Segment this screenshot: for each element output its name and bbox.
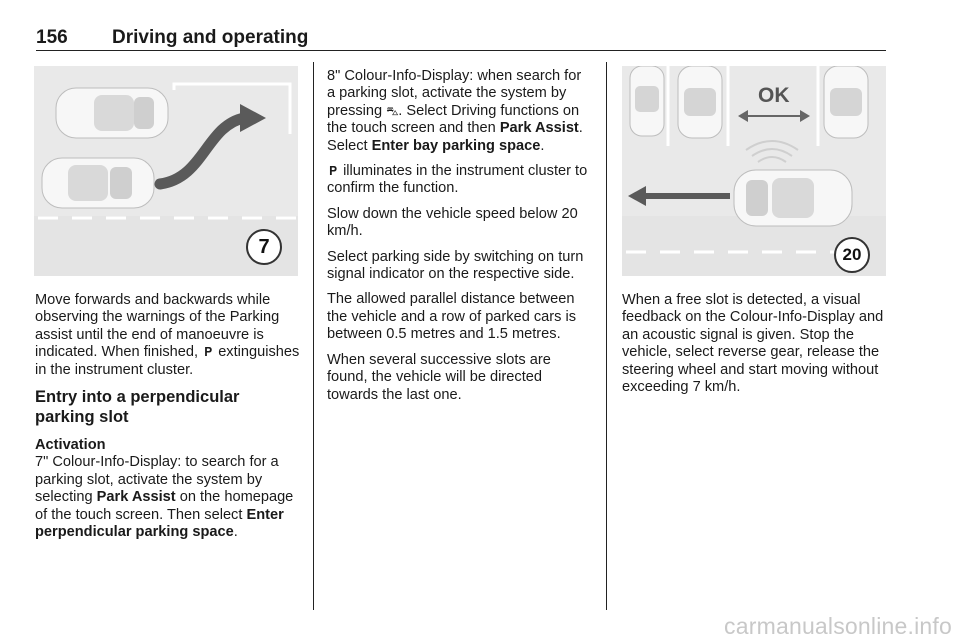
paragraph xyxy=(35,292,300,379)
moving-car-icon xyxy=(734,170,852,226)
text: 7" Colour-Info-Display: to search for a parking slot, activate the system by selecting xyxy=(35,454,279,506)
column-1 xyxy=(35,292,300,549)
column-3 xyxy=(622,292,888,404)
figure-slot-detection xyxy=(622,66,886,276)
figure-number-badge: 20 xyxy=(834,237,870,273)
paragraph xyxy=(327,163,593,198)
watermark: carmanualsonline.info xyxy=(724,613,952,639)
section-title: Driving and operating xyxy=(112,27,309,48)
park-assist-symbol-icon: 𝐏 xyxy=(328,164,338,179)
column-2 xyxy=(327,68,593,412)
paragraph xyxy=(327,68,593,155)
page-number: 156 xyxy=(36,27,68,48)
text: extinguishes in the instrument cluster. xyxy=(35,344,300,378)
menu-term: Park Assist xyxy=(96,489,176,506)
vehicle-button-icon: ⛍ xyxy=(386,103,399,118)
menu-term: Park Assist xyxy=(499,120,579,137)
paragraph: When a free slot is detected, a visual feedback on the Colour-Info-Display and an acoustic signal is given. Stop the vehicle, select reverse gear, release the steering wheel and start moving without exceeding 7 km/h. xyxy=(622,292,884,396)
column-divider-left xyxy=(313,62,314,610)
menu-term: Enter perpendicular parking space xyxy=(35,506,284,541)
column-divider-right xyxy=(606,62,607,610)
subsection-heading: Entry into a perpendicular parking slot xyxy=(35,388,240,427)
parked-car-icon xyxy=(630,66,664,136)
text: on the homepage of the touch screen. Then select xyxy=(35,489,294,523)
paragraph: When several successive slots are found, the vehicle will be directed towards the last one. xyxy=(327,351,551,403)
park-assist-symbol-icon: 𝐏 xyxy=(204,345,213,360)
moving-car-icon xyxy=(42,158,154,208)
page-header xyxy=(36,27,886,51)
paragraph xyxy=(35,454,300,541)
text: . xyxy=(233,524,238,541)
text: Move forwards and backwards while observing the warnings of the Parking assist until the end of manoeuvre is indicated. When finished, xyxy=(35,292,280,361)
text: . Select xyxy=(327,120,583,154)
ok-gap-label: OK xyxy=(758,84,790,107)
text: 8" Colour-Info-Display: when search for a parking slot, activate the system by pressing xyxy=(327,68,582,119)
text: . xyxy=(540,137,545,154)
paragraph: Select parking side by switching on turn signal indicator on the respective side. xyxy=(327,248,584,283)
text: illuminates in the instrument cluster to confirm the function. xyxy=(327,163,588,197)
activation-heading: Activation xyxy=(35,437,106,454)
parked-car-icon xyxy=(824,66,868,138)
text: . Select Driving functions on the touch screen and then xyxy=(327,102,580,137)
figure-number-badge: 7 xyxy=(246,229,282,265)
parked-car-icon xyxy=(678,66,722,138)
figure-parking-exit xyxy=(34,66,298,276)
header-rule xyxy=(36,50,886,51)
paragraph: The allowed parallel distance between the vehicle and a row of parked cars is between 0.5 metres and 1.5 metres. xyxy=(327,291,577,343)
menu-term: Enter bay parking space xyxy=(371,137,541,154)
paragraph: Slow down the vehicle speed below 20 km/h. xyxy=(327,205,578,240)
parked-car-icon xyxy=(56,88,168,138)
